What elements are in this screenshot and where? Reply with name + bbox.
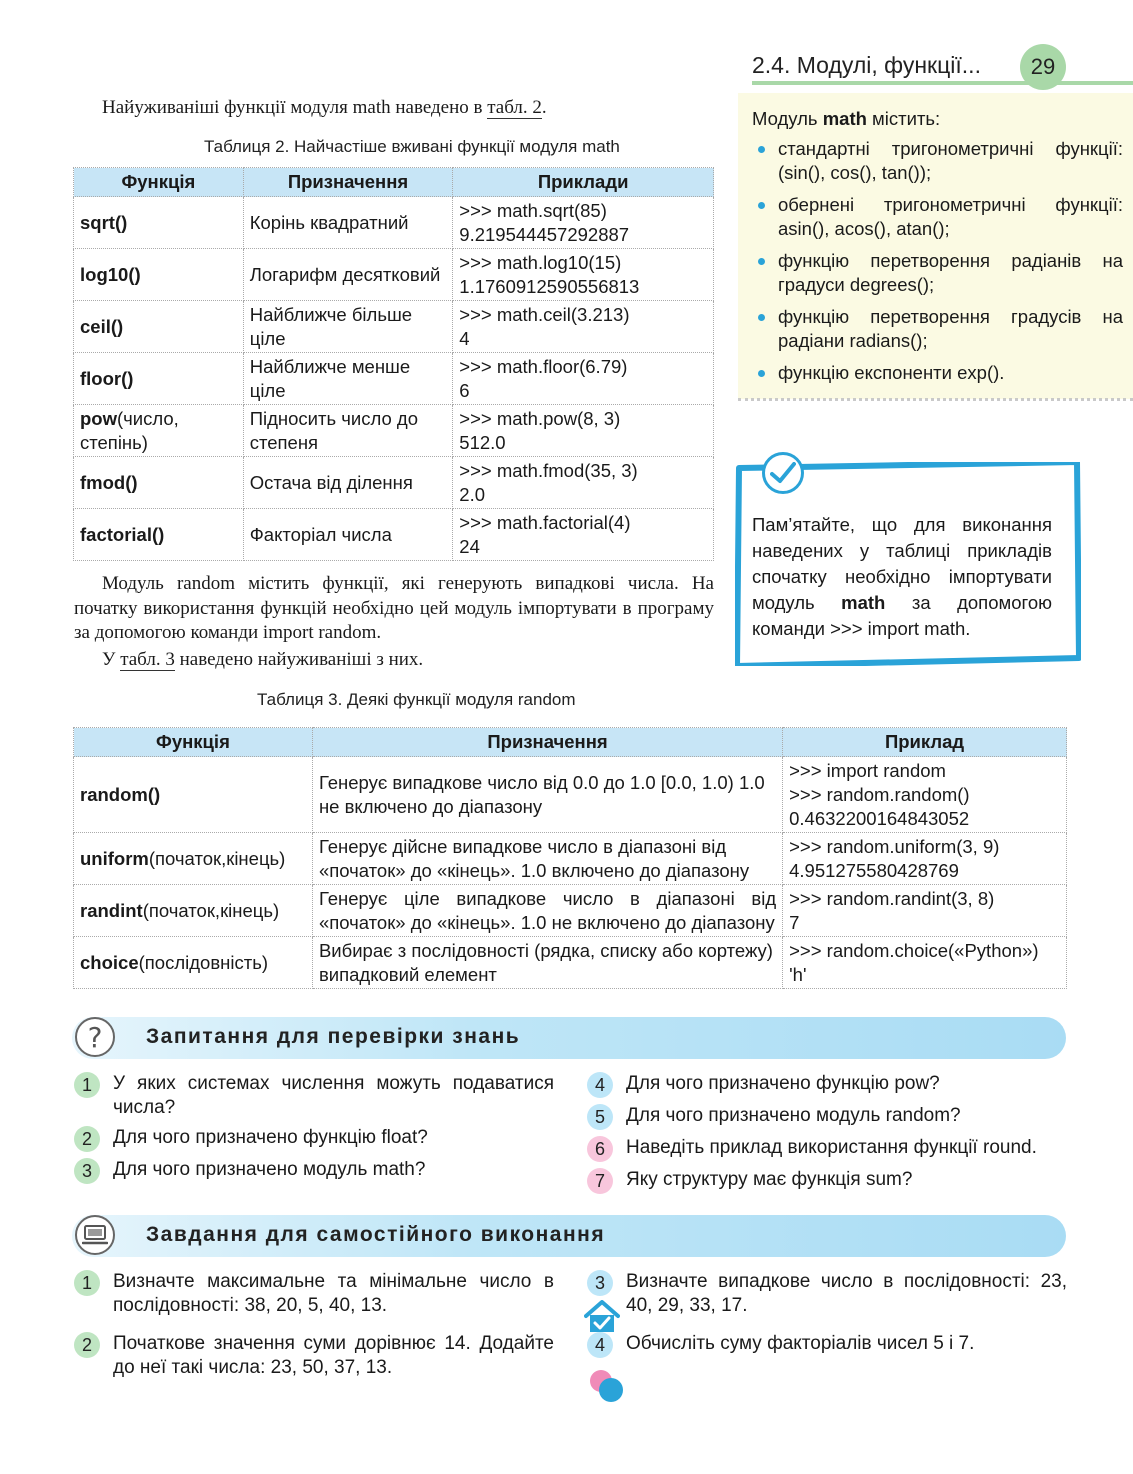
example-result: 9.219544457292887 xyxy=(459,223,630,245)
section-title: 2.4. Модулі, функції... xyxy=(752,52,981,78)
example-cell xyxy=(453,249,714,301)
table-random-functions xyxy=(73,727,1067,989)
task-text: Початкове значення суми дорівнює 14. Додайте до неї такі числа: 23, 50, 37, 13. xyxy=(113,1333,554,1378)
function-cell xyxy=(74,937,313,989)
example-code: >>> math.ceil(3.213) xyxy=(459,303,630,325)
example-cell xyxy=(783,885,1067,937)
function-name: uniform xyxy=(80,847,149,869)
task-number: 1 xyxy=(74,1270,100,1296)
example-cell xyxy=(453,197,714,249)
table-header-row xyxy=(74,728,1067,757)
example-code: >>> random.choice(«Python») xyxy=(789,939,1039,961)
function-name: fmod() xyxy=(80,471,138,493)
table2-caption: Таблиця 2. Найчастіше вживані функції модуля math xyxy=(204,137,620,156)
table-row xyxy=(74,833,1067,885)
example-cell xyxy=(783,937,1067,989)
function-name: log10() xyxy=(80,263,141,285)
random-paragraph xyxy=(74,572,714,646)
col-header: Приклад xyxy=(783,728,1067,757)
table-math-functions xyxy=(73,167,714,561)
list-item: функцію перетворення радіанів на градуси degrees(); xyxy=(752,249,1123,297)
task-text: Визначте випадкове число в послідовності: 23, 40, 29, 33, 17. xyxy=(626,1271,1067,1316)
purpose-cell: Вибирає з послідовності (рядка, списку або кортежу) випадковий елемент xyxy=(312,937,782,989)
function-cell xyxy=(74,757,313,833)
function-name: floor() xyxy=(80,367,134,389)
question-text: Для чого призначено модуль math? xyxy=(113,1159,426,1180)
example-code: >>> math.fmod(35, 3) xyxy=(459,459,638,481)
random-text: Модуль random містить функції, які генерують випадкові числа. На початку використання функцій необхідно цей модуль імпортувати в програму за допомогою команди import random. xyxy=(74,573,714,643)
question-number: 5 xyxy=(587,1104,613,1130)
purpose-cell: Генерує ціле випадкове число в діапазоні від «початок» до «кінець». 1.0 не включено до діапазону xyxy=(312,885,782,937)
info-intro-post: містить: xyxy=(866,108,941,129)
example-code: >>> math.factorial(4) xyxy=(459,511,631,533)
example-code: >>> random.random() xyxy=(789,783,970,805)
example-cell xyxy=(453,353,714,405)
random-paragraph-2 xyxy=(102,648,423,673)
table3-ref-link[interactable]: табл. 3 xyxy=(120,649,175,670)
question-text: Для чого призначено функцію float? xyxy=(113,1127,428,1148)
example-cell xyxy=(453,301,714,353)
info-intro xyxy=(752,107,1123,131)
purpose-cell: Генерує дійсне випадкове число в діапазоні від «початок» до «кінець». 1.0 включено до діапазону xyxy=(312,833,782,885)
task-number: 3 xyxy=(587,1270,613,1296)
function-name: pow xyxy=(80,407,117,429)
table-row xyxy=(74,509,714,561)
checkmark-icon xyxy=(762,452,804,494)
question-number: 2 xyxy=(74,1126,100,1152)
task-text: Обчисліть суму факторіалів чисел 5 і 7. xyxy=(626,1333,975,1354)
example-code: >>> math.log10(15) xyxy=(459,251,622,273)
info-list xyxy=(752,137,1123,385)
question-item xyxy=(587,1136,1077,1162)
pair-work-icon xyxy=(588,1368,626,1404)
example-result: 'h' xyxy=(789,963,807,985)
example-code: >>> math.sqrt(85) xyxy=(459,199,607,221)
task-text: Визначте максимальне та мінімальне число в послідовності: 38, 20, 5, 40, 13. xyxy=(113,1271,554,1316)
purpose-cell: Найближче більше ціле xyxy=(243,301,453,353)
function-args: (послідовність) xyxy=(138,951,268,973)
questions-left xyxy=(74,1072,554,1184)
tasks-left xyxy=(74,1270,554,1380)
info-intro-bold: math xyxy=(822,108,867,129)
example-result: 2.0 xyxy=(459,483,486,505)
col-header: Функція xyxy=(74,728,313,757)
question-item xyxy=(587,1168,1077,1194)
table-row xyxy=(74,249,714,301)
table-row xyxy=(74,197,714,249)
task-item xyxy=(74,1270,554,1318)
task-number: 2 xyxy=(74,1332,100,1358)
function-name: random() xyxy=(80,783,161,805)
purpose-cell: Корінь квадратний xyxy=(243,197,453,249)
function-cell xyxy=(74,249,244,301)
function-name: choice xyxy=(80,951,139,973)
intro-text: Найуживаніші функції модуля math наведено в xyxy=(102,97,488,118)
page-number: 29 xyxy=(1020,44,1066,90)
purpose-cell: Факторіал числа xyxy=(243,509,453,561)
example-result: 6 xyxy=(459,379,470,401)
purpose-cell: Найближче менше ціле xyxy=(243,353,453,405)
table-row xyxy=(74,353,714,405)
purpose-cell: Логарифм десятковий xyxy=(243,249,453,301)
function-name: sqrt() xyxy=(80,211,128,233)
table-row xyxy=(74,885,1067,937)
question-text: Яку структуру має функція sum? xyxy=(626,1169,913,1190)
task-item xyxy=(74,1332,554,1380)
example-result: 24 xyxy=(459,535,480,557)
question-number: 7 xyxy=(587,1168,613,1194)
function-cell xyxy=(74,301,244,353)
function-cell xyxy=(74,405,244,457)
example-result: 4 xyxy=(459,327,470,349)
remember-text xyxy=(752,512,1052,642)
example-code: >>> math.floor(6.79) xyxy=(459,355,628,377)
function-cell xyxy=(74,885,313,937)
function-cell xyxy=(74,197,244,249)
info-intro-pre: Модуль xyxy=(752,108,823,129)
example-result: 1.1760912590556813 xyxy=(459,275,640,297)
remember-bold: math xyxy=(841,592,886,613)
table3-caption: Таблиця 3. Деякі функції модуля random xyxy=(257,690,576,709)
question-text: У яких системах числення можуть подаватися числа? xyxy=(113,1073,554,1118)
example-code: >>> math.pow(8, 3) xyxy=(459,407,621,429)
function-cell xyxy=(74,457,244,509)
purpose-cell: Підносить число до степеня xyxy=(243,405,453,457)
question-item xyxy=(587,1072,1077,1098)
example-code: >>> import random xyxy=(789,759,946,781)
question-item xyxy=(74,1126,554,1152)
function-cell xyxy=(74,833,313,885)
function-name: factorial() xyxy=(80,523,165,545)
list-item: обернені тригонометричні функції: asin(), acos(), atan(); xyxy=(752,193,1123,241)
table-row xyxy=(74,301,714,353)
tasks-title: Завдання для самостійного виконання xyxy=(146,1223,606,1246)
function-name: randint xyxy=(80,899,143,921)
example-result: 512.0 xyxy=(459,431,506,453)
list-item: стандартні тригонометричні функції: (sin(), cos(), tan()); xyxy=(752,137,1123,185)
dotted-divider xyxy=(738,398,1133,401)
question-item xyxy=(74,1158,554,1184)
question-item xyxy=(587,1104,1077,1130)
question-item xyxy=(74,1072,554,1120)
purpose-cell: Генерує випадкове число від 0.0 до 1.0 [0.0, 1.0) 1.0 не включено до діапазону xyxy=(312,757,782,833)
homework-house-icon xyxy=(584,1300,620,1334)
table-row xyxy=(74,937,1067,989)
example-cell xyxy=(453,405,714,457)
col-header: Призначення xyxy=(243,168,453,197)
question-text: Наведіть приклад використання функції round. xyxy=(626,1137,1037,1158)
random-line2-pre: У xyxy=(102,649,121,670)
question-number: 1 xyxy=(74,1072,100,1098)
question-text: Для чого призначено функцію pow? xyxy=(626,1073,940,1094)
col-header: Функція xyxy=(74,168,244,197)
function-name: ceil() xyxy=(80,315,124,337)
remember-pre: Пам’ятайте, що для виконання наведених у таблиці прикладів спочатку необхідно імпортувати модуль xyxy=(752,514,1052,613)
tasks-right xyxy=(587,1270,1067,1358)
questions-right xyxy=(587,1072,1077,1194)
example-result: 7 xyxy=(789,911,800,933)
random-line2-post: наведено найуживаніші з них. xyxy=(174,649,424,670)
table2-ref-link[interactable]: табл. 2 xyxy=(487,97,542,118)
example-code: >>> random.randint(3, 8) xyxy=(789,887,995,909)
list-item: функцію експоненти exp(). xyxy=(752,361,1123,385)
purpose-cell: Остача від ділення xyxy=(243,457,453,509)
task-item xyxy=(587,1332,1067,1358)
table-row xyxy=(74,757,1067,833)
question-number: 4 xyxy=(587,1072,613,1098)
function-cell xyxy=(74,509,244,561)
table-row xyxy=(74,457,714,509)
task-item xyxy=(587,1270,1067,1318)
example-cell xyxy=(783,833,1067,885)
questions-title: Запитання для перевірки знань xyxy=(146,1025,521,1048)
col-header: Приклади xyxy=(453,168,714,197)
intro-paragraph xyxy=(74,96,714,121)
example-code: >>> random.uniform(3, 9) xyxy=(789,835,1000,857)
table-header-row xyxy=(74,168,714,197)
question-number: 6 xyxy=(587,1136,613,1162)
computer-icon xyxy=(75,1215,115,1255)
list-item: функцію перетворення градусів на радіани radians(); xyxy=(752,305,1123,353)
question-number: 3 xyxy=(74,1158,100,1184)
function-args: (початок,кінець) xyxy=(142,899,280,921)
function-args: (початок,кінець) xyxy=(148,847,286,869)
example-result: 0.4632200164843052 xyxy=(789,807,970,829)
math-info-box xyxy=(738,93,1133,399)
question-text: Для чого призначено модуль random? xyxy=(626,1105,961,1126)
example-cell xyxy=(453,457,714,509)
table-row xyxy=(74,405,714,457)
example-cell xyxy=(453,509,714,561)
col-header: Призначення xyxy=(312,728,782,757)
function-args: (число, степінь) xyxy=(80,407,179,453)
example-result: 4.951275580428769 xyxy=(789,859,959,881)
header-rule xyxy=(752,81,1133,85)
function-cell xyxy=(74,353,244,405)
remember-post: за допомогою команди >>> import math. xyxy=(752,592,1052,639)
intro-tail: . xyxy=(541,97,547,118)
question-mark-icon: ? xyxy=(75,1017,115,1057)
task-number: 4 xyxy=(587,1332,613,1358)
example-cell xyxy=(783,757,1067,833)
